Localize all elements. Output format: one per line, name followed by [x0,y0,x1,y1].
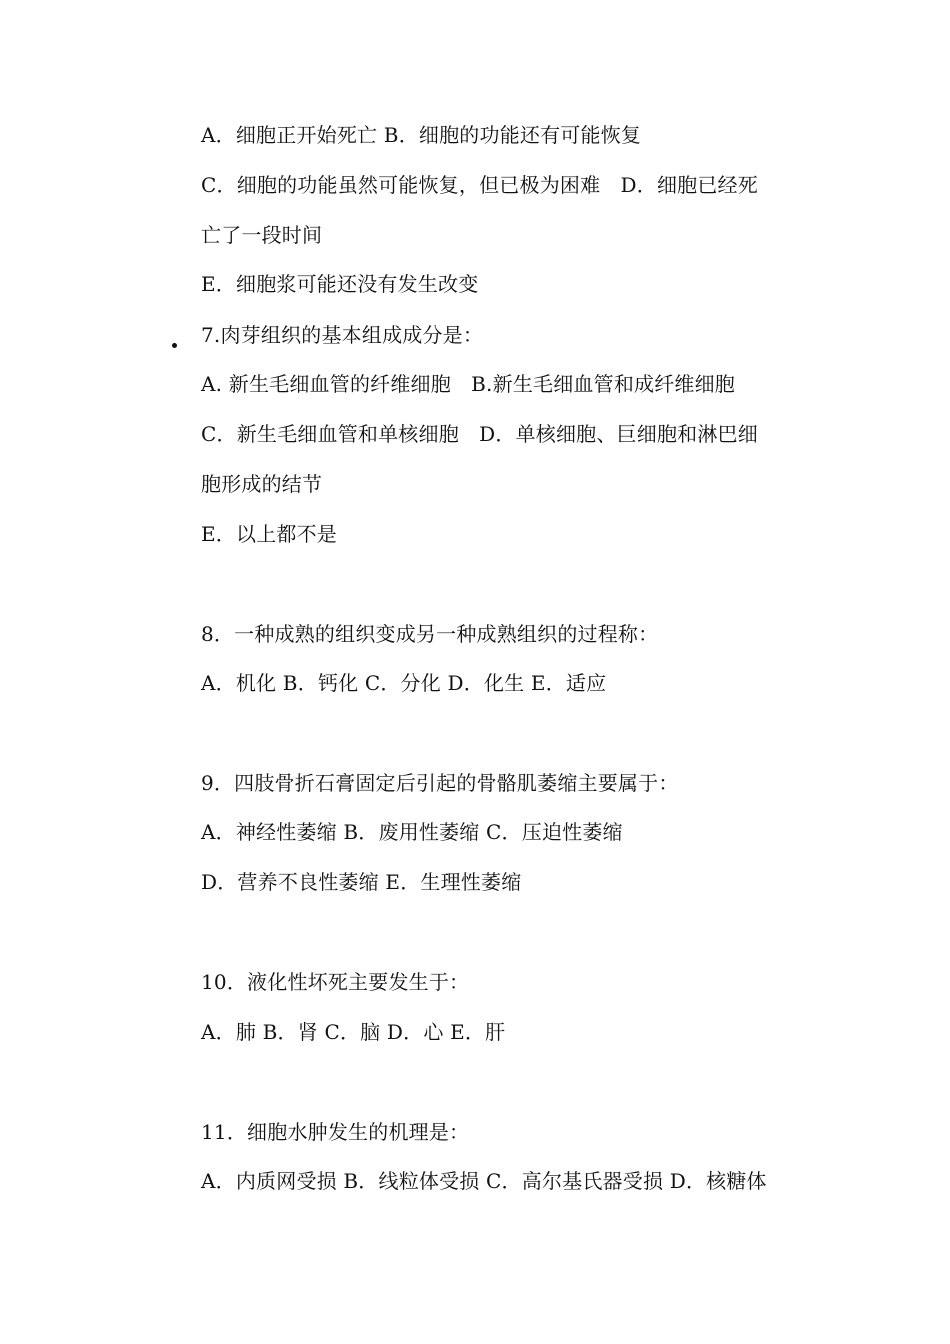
q8-options: A．机化 B．钙化 C．分化 D．化生 E．适应 [201,671,607,695]
q7-options-ab: A. 新生毛细血管的纤维细胞 B.新生毛细血管和成纤维细胞 [201,372,736,396]
q11-question: 11．细胞水肿发生的机理是： [201,1120,470,1144]
q9-options-abc: A．神经性萎缩 B．废用性萎缩 C．压迫性萎缩 [201,820,623,844]
q7-question: 7.肉芽组织的基本组成成分是： [201,323,484,347]
q6-option-e: E．细胞浆可能还没有发生改变 [201,272,479,296]
q10-options: A．肺 B．肾 C．脑 D．心 E．肝 [201,1020,506,1044]
q6-options-cd: C．细胞的功能虽然可能恢复，但已极为困难 D．细胞已经死 [201,173,758,197]
q9-question: 9．四肢骨折石膏固定后引起的骨骼肌萎缩主要属于： [201,771,679,795]
q9-options-de: D．营养不良性萎缩 E．生理性萎缩 [201,870,522,894]
bullet-dot-icon [172,343,177,348]
q7-options-cd: C．新生毛细血管和单核细胞 D．单核细胞、巨细胞和淋巴细 [201,422,758,446]
q6-options-ab: A．细胞正开始死亡 B．细胞的功能还有可能恢复 [201,123,642,147]
q7-options-d-continued: 胞形成的结节 [201,472,323,496]
q8-question: 8．一种成熟的组织变成另一种成熟组织的过程称： [201,622,659,646]
q11-options: A．内质网受损 B．线粒体受损 C．高尔基氏器受损 D．核糖体 [201,1169,767,1193]
q6-options-d-continued: 亡了一段时间 [201,223,323,247]
q10-question: 10．液化性坏死主要发生于： [201,970,470,994]
q7-option-e: E．以上都不是 [201,522,337,546]
